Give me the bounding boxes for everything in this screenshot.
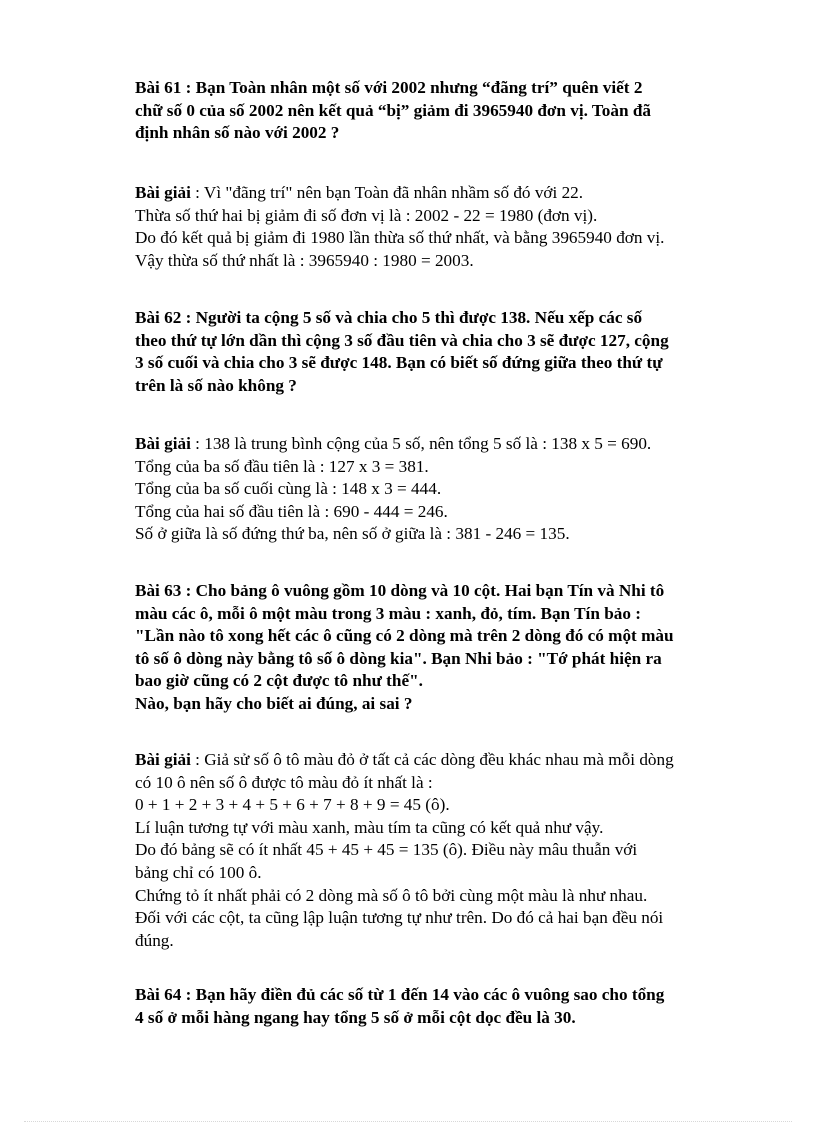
text-line: đúng. bbox=[135, 930, 174, 950]
text-line bbox=[135, 749, 755, 772]
text-line: Do đó bảng sẽ có ít nhất 45 + 45 + 45 = 135 (ô). Điều này mâu thuẫn với bbox=[135, 840, 638, 860]
problem-63-question bbox=[135, 580, 755, 716]
text-line: màu các ô, mỗi ô một màu trong 3 màu : xanh, đỏ, tím. Bạn Tín bảo : bbox=[135, 603, 641, 623]
text-line: 4 số ở mỗi hàng ngang hay tổng 5 số ở mỗi cột dọc đều là 30. bbox=[135, 1007, 576, 1027]
text-line: Tổng của hai số đầu tiên là : 690 - 444 = 246. bbox=[135, 501, 448, 521]
text-line: định nhân số nào với 2002 ? bbox=[135, 123, 340, 143]
text-line: Lí luận tương tự với màu xanh, màu tím ta cũng có kết quả như vậy. bbox=[135, 817, 604, 837]
text-line: Bài 63 : Cho bảng ô vuông gồm 10 dòng và 10 cột. Hai bạn Tín và Nhi tô bbox=[135, 581, 665, 600]
page-bottom-divider bbox=[24, 1121, 792, 1122]
text-line: Tổng của ba số đầu tiên là : 127 x 3 = 381. bbox=[135, 456, 429, 476]
text-line bbox=[135, 433, 755, 456]
text-line: theo thứ tự lớn dần thì cộng 3 số đầu tiên và chia cho 3 sẽ được 127, cộng bbox=[135, 330, 669, 350]
text-line: tô số ô dòng này bằng tô số ô dòng kia". Bạn Nhi bảo : "Tớ phát hiện ra bbox=[135, 648, 662, 668]
solution-text: : Vì "đãng trí" nên bạn Toàn đã nhân nhầm số đó với 22. bbox=[190, 183, 584, 202]
text-line: Thừa số thứ hai bị giảm đi số đơn vị là : 2002 - 22 = 1980 (đơn vị). bbox=[135, 205, 598, 225]
problem-61-solution bbox=[135, 182, 755, 272]
problem-61-question bbox=[135, 77, 755, 145]
problem-63-solution bbox=[135, 749, 755, 952]
solution-label: Bài giải bbox=[135, 750, 191, 769]
text-line: Bài 62 : Người ta cộng 5 số và chia cho 5 thì được 138. Nếu xếp các số bbox=[135, 308, 643, 327]
text-line: bảng chỉ có 100 ô. bbox=[135, 862, 262, 882]
text-line: Nào, bạn hãy cho biết ai đúng, ai sai ? bbox=[135, 693, 413, 713]
text-line: Tổng của ba số cuối cùng là : 148 x 3 = 444. bbox=[135, 479, 442, 499]
problem-62-question bbox=[135, 307, 755, 397]
text-line: Đối với các cột, ta cũng lập luận tương tự như trên. Do đó cả hai bạn đều nói bbox=[135, 908, 664, 928]
text-line: trên là số nào không ? bbox=[135, 375, 297, 395]
solution-text: : 138 là trung bình cộng của 5 số, nên tổng 5 số là : 138 x 5 = 690. bbox=[190, 434, 652, 453]
text-line: 3 số cuối và chia cho 3 sẽ được 148. Bạn có biết số đứng giữa theo thứ tự bbox=[135, 353, 663, 373]
text-line: chữ số 0 của số 2002 nên kết quả “bị” giảm đi 3965940 đơn vị. Toàn đã bbox=[135, 100, 652, 120]
solution-text: : Giả sử số ô tô màu đỏ ở tất cả các dòng đều khác nhau mà mỗi dòng bbox=[190, 750, 674, 769]
text-line: Số ở giữa là số đứng thứ ba, nên số ở giữa là : 381 - 246 = 135. bbox=[135, 524, 570, 544]
text-line: 0 + 1 + 2 + 3 + 4 + 5 + 6 + 7 + 8 + 9 = 45 (ô). bbox=[135, 795, 450, 815]
text-line: có 10 ô nên số ô được tô màu đỏ ít nhất là : bbox=[135, 772, 433, 792]
text-line: Do đó kết quả bị giảm đi 1980 lần thừa số thứ nhất, và bằng 3965940 đơn vị. bbox=[135, 228, 665, 248]
text-line: bao giờ cũng có 2 cột được tô như thế". bbox=[135, 671, 423, 691]
text-line: "Lần nào tô xong hết các ô cũng có 2 dòng mà trên 2 dòng đó có một màu bbox=[135, 626, 674, 646]
problem-62-solution bbox=[135, 433, 755, 546]
text-line bbox=[135, 182, 755, 205]
solution-label: Bài giải bbox=[135, 434, 191, 453]
problem-64-question bbox=[135, 984, 755, 1029]
text-line: Bài 61 : Bạn Toàn nhân một số với 2002 nhưng “đãng trí” quên viết 2 bbox=[135, 78, 643, 97]
text-line: Bài 64 : Bạn hãy điền đủ các số từ 1 đến 14 vào các ô vuông sao cho tổng bbox=[135, 985, 665, 1004]
solution-label: Bài giải bbox=[135, 183, 191, 202]
text-line: Chứng tỏ ít nhất phải có 2 dòng mà số ô tô bởi cùng một màu là như nhau. bbox=[135, 885, 648, 905]
text-line: Vậy thừa số thứ nhất là : 3965940 : 1980 = 2003. bbox=[135, 250, 474, 270]
